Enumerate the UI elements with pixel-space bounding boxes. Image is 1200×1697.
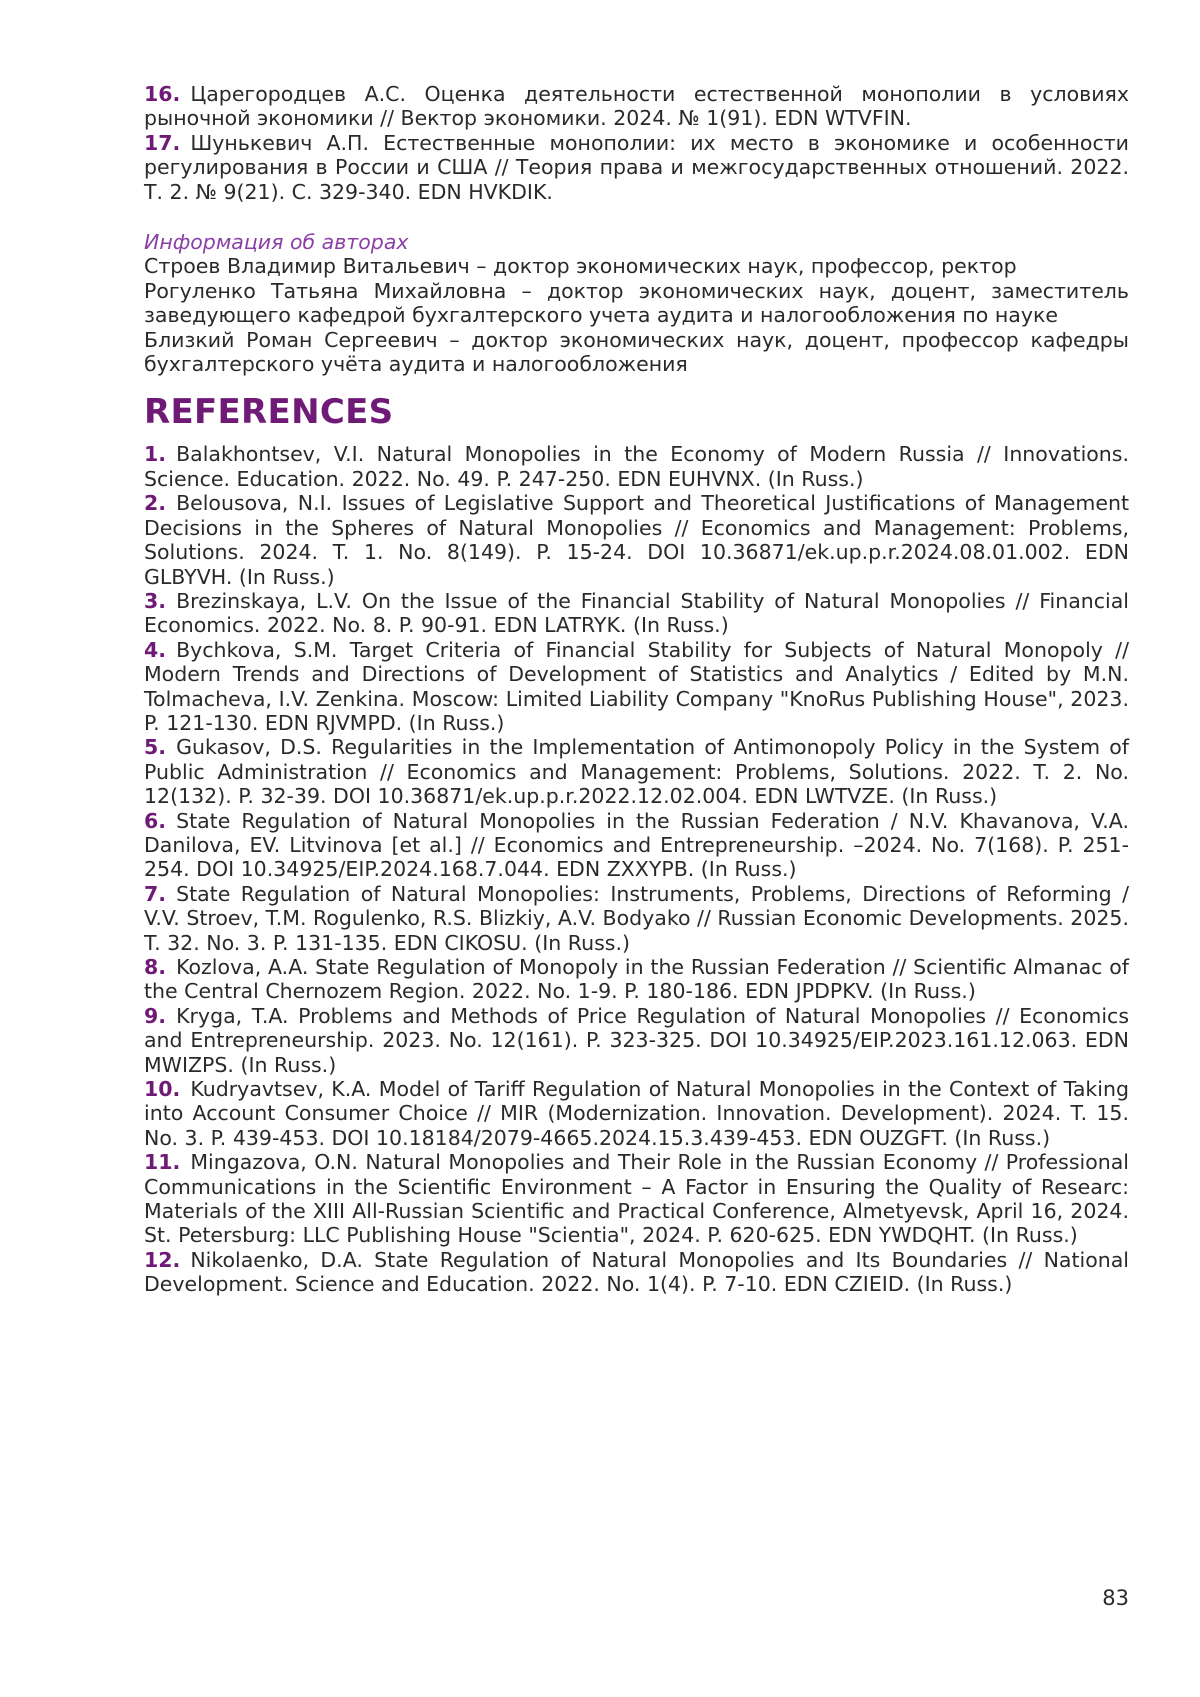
references-title: REFERENCES bbox=[144, 392, 1129, 432]
reference-text: Kozlova, A.A. State Regulation of Monopoly in the Russian Federation // Scientific Almanac of the Central Chernozem Region. 2022. No. 1-9. P. 180-186. EDN JPDPKV. (In Russ.) bbox=[144, 955, 1129, 1003]
page-content bbox=[144, 82, 1129, 1297]
reference-item-9 bbox=[144, 1004, 1129, 1077]
reference-item-11 bbox=[144, 1150, 1129, 1248]
reference-number: 12. bbox=[144, 1248, 180, 1272]
authors-heading: Информация об авторах bbox=[144, 230, 1129, 254]
reference-number: 17. bbox=[144, 131, 180, 155]
reference-text: Kryga, T.A. Problems and Methods of Price Regulation of Natural Monopolies // Economics and Entrepreneurship. 2023. No. 12(161). P. 323-325. DOI 10.34925/EIP.2023.161.12.063. EDN MWIZPS. (In Russ.) bbox=[144, 1004, 1129, 1077]
reference-item-4 bbox=[144, 638, 1129, 736]
reference-item-2 bbox=[144, 491, 1129, 589]
english-reference-list bbox=[144, 442, 1129, 1296]
reference-item-17 bbox=[144, 131, 1129, 204]
reference-text: Brezinskaya, L.V. On the Issue of the Financial Stability of Natural Monopolies // Financial Economics. 2022. No. 8. P. 90-91. EDN LATRYK. (In Russ.) bbox=[144, 589, 1129, 637]
reference-number: 9. bbox=[144, 1004, 166, 1028]
reference-number: 10. bbox=[144, 1077, 180, 1101]
reference-item-5 bbox=[144, 735, 1129, 808]
reference-text: State Regulation of Natural Monopolies: Instruments, Problems, Directions of Reforming / V.V. Stroev, T.M. Rogulenko, R.S. Blizkiy, A.V. Bodyako // Russian Economic Developments. 2025. T. 32. No. 3. P. 131-135. EDN CIKOSU. (In Russ.) bbox=[144, 882, 1129, 955]
reference-number: 1. bbox=[144, 442, 166, 466]
reference-number: 5. bbox=[144, 735, 166, 759]
reference-item-1 bbox=[144, 442, 1129, 491]
reference-text: State Regulation of Natural Monopolies in the Russian Federation / N.V. Khavanova, V.A. Danilova, EV. Litvinova [et al.] // Economics and Entrepreneurship. –2024. No. 7(168). P. 251-254. DOI 10.34925/EIP.2024.168.7.044. EDN ZXXYPB. (In Russ.) bbox=[144, 809, 1129, 882]
reference-text: Nikolaenko, D.A. State Regulation of Natural Monopolies and Its Boundaries // National Development. Science and Education. 2022. No. 1(4). P. 7-10. EDN CZIEID. (In Russ.) bbox=[144, 1248, 1129, 1296]
reference-number: 4. bbox=[144, 638, 166, 662]
reference-item-16 bbox=[144, 82, 1129, 131]
reference-item-10 bbox=[144, 1077, 1129, 1150]
reference-text: Belousova, N.I. Issues of Legislative Support and Theoretical Justifications of Management Decisions in the Spheres of Natural Monopolies // Economics and Management: Problems, Solutions. 2024. T. 1. No. 8(149). P. 15-24. DOI 10.36871/ek.up.p.r.2024.08.01.002. EDN GLBYVH. (In Russ.) bbox=[144, 491, 1129, 588]
reference-text: Gukasov, D.S. Regularities in the Implementation of Antimonopoly Policy in the System of Public Administration // Economics and Management: Problems, Solutions. 2022. T. 2. No. 12(132). P. 32-39. DOI 10.36871/ek.up.p.r.2022.12.02.004. EDN LWTVZE. (In Russ.) bbox=[144, 735, 1129, 808]
reference-item-7 bbox=[144, 882, 1129, 955]
authors-section bbox=[144, 230, 1129, 376]
reference-item-3 bbox=[144, 589, 1129, 638]
reference-number: 8. bbox=[144, 955, 166, 979]
author-info: Строев Владимир Витальевич – доктор экономических наук, профессор, ректор bbox=[144, 254, 1129, 278]
reference-item-8 bbox=[144, 955, 1129, 1004]
reference-number: 6. bbox=[144, 809, 166, 833]
reference-item-12 bbox=[144, 1248, 1129, 1297]
reference-number: 2. bbox=[144, 491, 166, 515]
author-info: Близкий Роман Сергеевич – доктор экономических наук, доцент, профессор кафедры бухгалтерского учёта аудита и налогообложения bbox=[144, 328, 1129, 377]
reference-number: 11. bbox=[144, 1150, 180, 1174]
reference-text: Шунькевич А.П. Естественные монополии: их место в экономике и особенности регулирования в России и США // Теория права и межгосударственных отношений. 2022. Т. 2. № 9(21). С. 329-340. EDN HVKDIK. bbox=[144, 131, 1129, 204]
reference-text: Kudryavtsev, K.A. Model of Tariff Regulation of Natural Monopolies in the Context of Taking into Account Consumer Choice // MIR (Modernization. Innovation. Development). 2024. T. 15. No. 3. P. 439-453. DOI 10.18184/2079-4665.2024.15.3.439-453. EDN OUZGFT. (In Russ.) bbox=[144, 1077, 1129, 1150]
reference-text: Bychkova, S.M. Target Criteria of Financial Stability for Subjects of Natural Monopoly // Modern Trends and Directions of Development of Statistics and Analytics / Edited by M.N. Tolmacheva, I.V. Zenkina. Moscow: Limited Liability Company "KnoRus Publishing House", 2023. P. 121-130. EDN RJVMPD. (In Russ.) bbox=[144, 638, 1129, 735]
reference-text: Царегородцев А.С. Оценка деятельности естественной монополии в условиях рыночной экономики // Вектор экономики. 2024. № 1(91). EDN WTVFIN. bbox=[144, 82, 1129, 130]
reference-number: 7. bbox=[144, 882, 166, 906]
reference-number: 3. bbox=[144, 589, 166, 613]
author-info: Рогуленко Татьяна Михайловна – доктор экономических наук, доцент, заместитель заведующего кафедрой бухгалтерского учета аудита и налогообложения по науке bbox=[144, 279, 1129, 328]
page-number: 83 bbox=[1102, 1586, 1129, 1610]
reference-item-6 bbox=[144, 809, 1129, 882]
russian-reference-list bbox=[144, 82, 1129, 204]
reference-text: Mingazova, O.N. Natural Monopolies and Their Role in the Russian Economy // Professional Communications in the Scientific Environment – A Factor in Ensuring the Quality of Researc: Materials of the XIII All-Russian Scientific and Practical Conference, Almetyevsk, April 16, 2024. St. Petersburg: LLC Publishing House "Scientia", 2024. P. 620-625. EDN YWDQHT. (In Russ.) bbox=[144, 1150, 1129, 1247]
reference-number: 16. bbox=[144, 82, 180, 106]
reference-text: Balakhontsev, V.I. Natural Monopolies in the Economy of Modern Russia // Innovations. Science. Education. 2022. No. 49. P. 247-250. EDN EUHVNX. (In Russ.) bbox=[144, 442, 1129, 490]
